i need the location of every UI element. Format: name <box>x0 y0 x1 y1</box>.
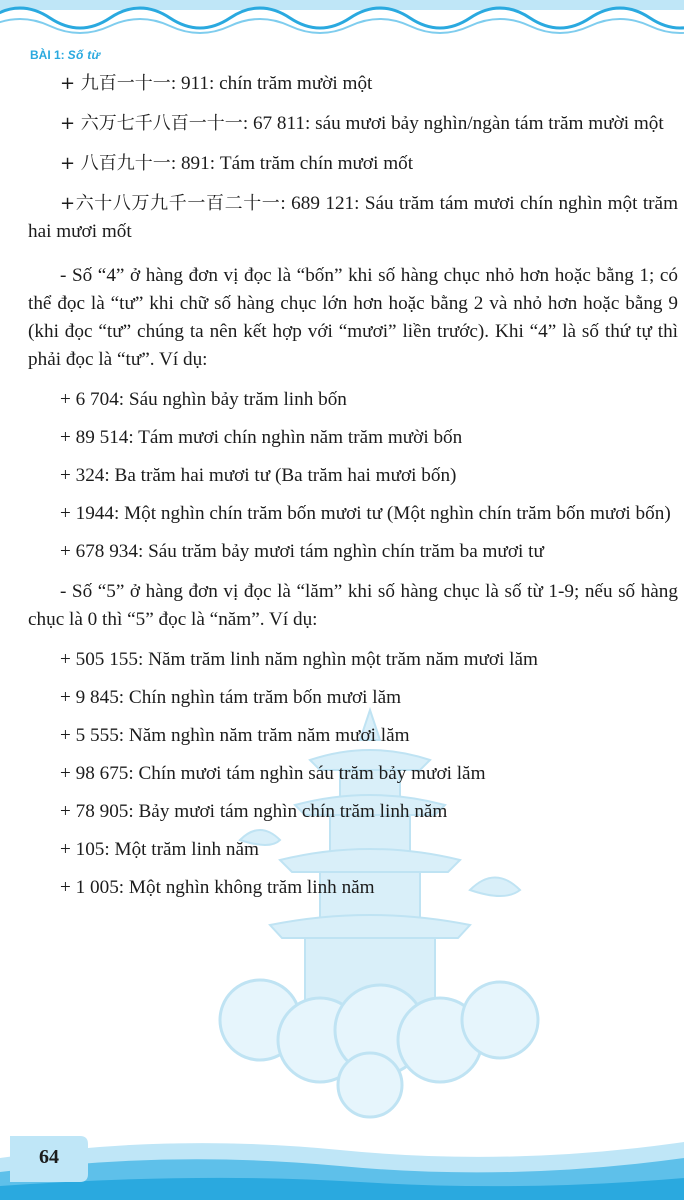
example-line: + 98 675: Chín mươi tám nghìn sáu trăm bảy mươi lăm <box>60 763 486 784</box>
example-line: + 5 555: Năm nghìn năm trăm năm mươi lăm <box>60 725 410 746</box>
chinese-example-line: + 九百一十一: 911: chín trăm mười một <box>60 73 373 94</box>
lesson-header <box>30 48 100 62</box>
lesson-name: Số từ <box>67 48 101 62</box>
bottom-wave-border <box>0 1128 684 1200</box>
page-content <box>28 70 678 912</box>
example-line: + 78 905: Bảy mươi tám nghìn chín trăm linh năm <box>60 801 448 822</box>
chinese-example-line: + 六万七千八百一十一: 67 811: sáu mươi bảy nghìn/ngàn tám trăm mười một <box>60 113 664 134</box>
lesson-label: BÀI 1: <box>30 48 65 62</box>
example-line: + 6 704: Sáu nghìn bảy trăm linh bốn <box>60 389 347 410</box>
example-line: + 9 845: Chín nghìn tám trăm bốn mươi lăm <box>60 687 402 708</box>
top-wave-border <box>0 0 684 44</box>
example-line: + 324: Ba trăm hai mươi tư (Ba trăm hai mươi bốn) <box>60 465 457 486</box>
rule-five-paragraph: - Số “5” ở hàng đơn vị đọc là “lăm” khi số hàng chục là số từ 1-9; nếu số hàng chục là 0 thì “5” đọc là “năm”. Ví dụ: <box>28 581 678 630</box>
chinese-example-line: + 八百九十一: 891: Tám trăm chín mươi mốt <box>60 153 414 174</box>
page-number: 64 <box>39 1145 59 1168</box>
chinese-example-line: +六十八万九千一百二十一: 689 121: Sáu trăm tám mươi chín nghìn một trăm hai mươi mốt <box>28 193 678 242</box>
example-line: + 89 514: Tám mươi chín nghìn năm trăm mười bốn <box>60 427 463 448</box>
example-line: + 105: Một trăm linh năm <box>60 839 259 860</box>
example-line: + 1 005: Một nghìn không trăm linh năm <box>60 877 375 898</box>
rule-four-paragraph: - Số “4” ở hàng đơn vị đọc là “bốn” khi số hàng chục nhỏ hơn hoặc bằng 1; có thể đọc là “tư” khi chữ số hàng chục lớn hơn hoặc bằng 2 và nhỏ hơn hoặc bằng 9 (khi đọc “tư” chúng ta nên kết hợp với “mươi” liền trước). Khi “4” là số thứ tự thì phải đọc là “tư”. Ví dụ: <box>28 265 678 370</box>
example-line: + 1944: Một nghìn chín trăm bốn mươi tư (Một nghìn chín trăm bốn mươi bốn) <box>60 503 671 524</box>
example-line: + 678 934: Sáu trăm bảy mươi tám nghìn chín trăm ba mươi tư <box>60 541 544 562</box>
example-line: + 505 155: Năm trăm linh năm nghìn một trăm năm mươi lăm <box>60 649 538 670</box>
